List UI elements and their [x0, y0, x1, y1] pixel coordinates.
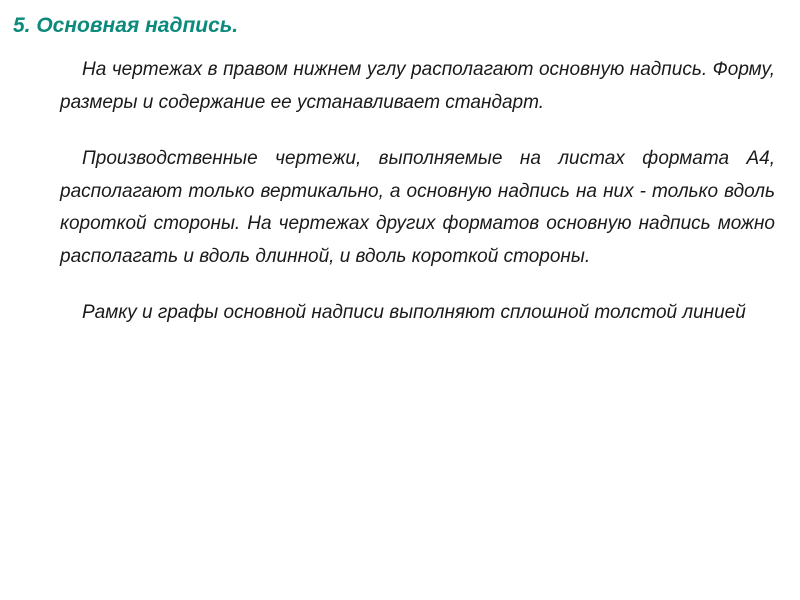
slide-body: [60, 54, 775, 354]
slide-title: 5. Основная надпись.: [13, 14, 239, 37]
paragraph-format-orientation: Производственные чертежи, выполняемые на листах формата А4, располагают только вертикально, а основную надпись на них - только вдоль короткой стороны. На чертежах других форматов основную надпись можно располагать и вдоль длинной, и вдоль короткой стороны.: [60, 148, 775, 267]
paragraph-frame-lines: Рамку и графы основной надписи выполняют сплошной толстой линией: [82, 302, 746, 323]
paragraph-title-block-location: На чертежах в правом нижнем углу располагают основную надпись. Форму, размеры и содержание ее устанавливает стандарт.: [60, 59, 775, 113]
